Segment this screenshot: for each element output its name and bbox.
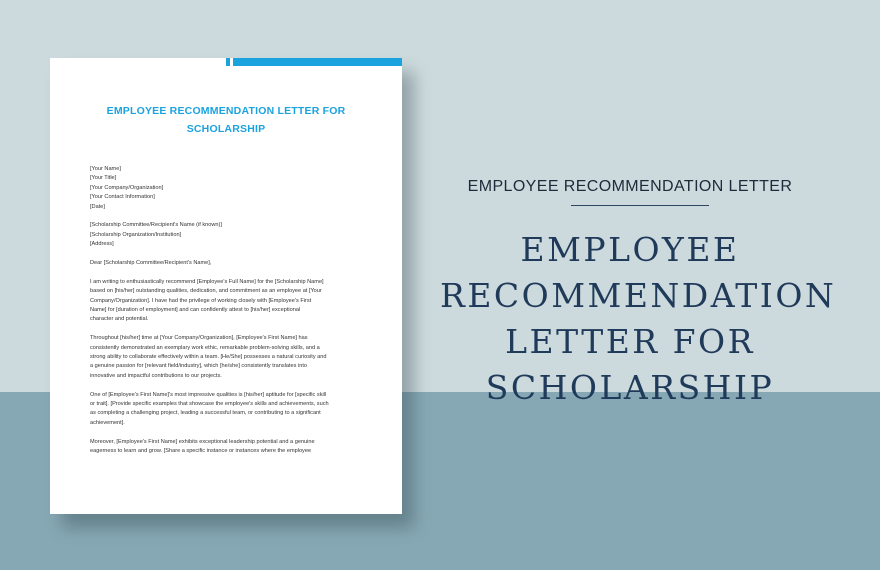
paragraph-line: based on [his/her] outstanding qualities, dedication, and commitment as an employee at [Your xyxy=(90,288,322,295)
document-body xyxy=(90,165,372,457)
recipient-block xyxy=(90,221,372,249)
paragraph xyxy=(90,278,372,325)
document-title xyxy=(70,102,382,138)
paragraph-line: strong ability to collaborate effectively within a team. [He/She] possesses a natural curiosity and xyxy=(90,354,327,361)
paragraph-line: Name] for [duration of employment] and can confidently attest to [his/her] exceptional xyxy=(90,307,301,314)
paragraph xyxy=(90,438,372,457)
paragraph-line: eagerness to learn and grow. [Share a specific instance or instances where the employee xyxy=(90,448,312,455)
paragraph-line: or trait]. [Provide specific examples that showcase the employee's skills and achievements, such xyxy=(90,401,329,408)
document-page xyxy=(50,58,402,514)
document-title-line: EMPLOYEE RECOMMENDATION LETTER FOR xyxy=(106,105,346,117)
sender-line: [Date] xyxy=(90,203,105,210)
sender-block xyxy=(90,165,372,212)
paragraph-line: as completing a challenging project, leading a successful team, or contributing to a significant xyxy=(90,410,321,417)
paragraph-line: Moreover, [Employee's First Name] exhibits exceptional leadership potential and a genuine xyxy=(90,438,315,445)
paragraph-line: I am writing to enthusiastically recommend [Employee's Full Name] for the [Scholarship Name] xyxy=(90,278,324,285)
side-kicker: EMPLOYEE RECOMMENDATION LETTER xyxy=(467,178,793,195)
side-heading-line: LETTER FOR xyxy=(505,322,755,361)
paragraph-line: character and potential. xyxy=(90,316,149,323)
recipient-line: [Scholarship Committee/Recipient's Name (if known)] xyxy=(90,222,222,229)
document-title-line: SCHOLARSHIP xyxy=(186,123,266,135)
paragraph-line: a genuine passion for [relevant field/industry], which [he/she] consistently translates into xyxy=(90,363,308,370)
side-heading xyxy=(440,227,837,411)
paragraph-line: innovative and impactful contributions to our projects. xyxy=(90,372,222,379)
recipient-line: [Address] xyxy=(90,241,114,248)
sender-line: [Your Name] xyxy=(90,166,121,172)
paragraph-line: consistently demonstrated an exemplary work ethic, remarkable problem-solving skills, and a xyxy=(90,344,320,351)
paragraph xyxy=(90,334,372,381)
paragraph-line: One of [Employee's First Name]'s most impressive qualities is [his/her] aptitude for [specific skill xyxy=(90,391,327,398)
document-accent-bar xyxy=(226,58,402,66)
salutation: Dear [Scholarship Committee/Recipient's Name], xyxy=(90,260,212,267)
paragraph-line: Company/Organization]. I have had the privilege of working closely with [Employee's First xyxy=(90,297,312,304)
sender-line: [Your Contact Information] xyxy=(90,194,155,201)
side-heading-line: RECOMMENDATION xyxy=(440,276,837,315)
paragraph-line: Throughout [his/her] time at [Your Company/Organization], [Employee's First Name] has xyxy=(90,335,308,342)
side-heading-line: EMPLOYEE xyxy=(520,230,740,269)
paragraph-line: achievement]. xyxy=(90,419,125,426)
side-heading-line: SCHOLARSHIP xyxy=(485,368,775,407)
recipient-line: [Scholarship Organization/Institution] xyxy=(90,231,182,238)
side-divider xyxy=(571,205,709,206)
paragraph xyxy=(90,391,372,429)
sender-line: [Your Company/Organization] xyxy=(90,184,164,191)
sender-line: [Your Title] xyxy=(90,175,117,182)
